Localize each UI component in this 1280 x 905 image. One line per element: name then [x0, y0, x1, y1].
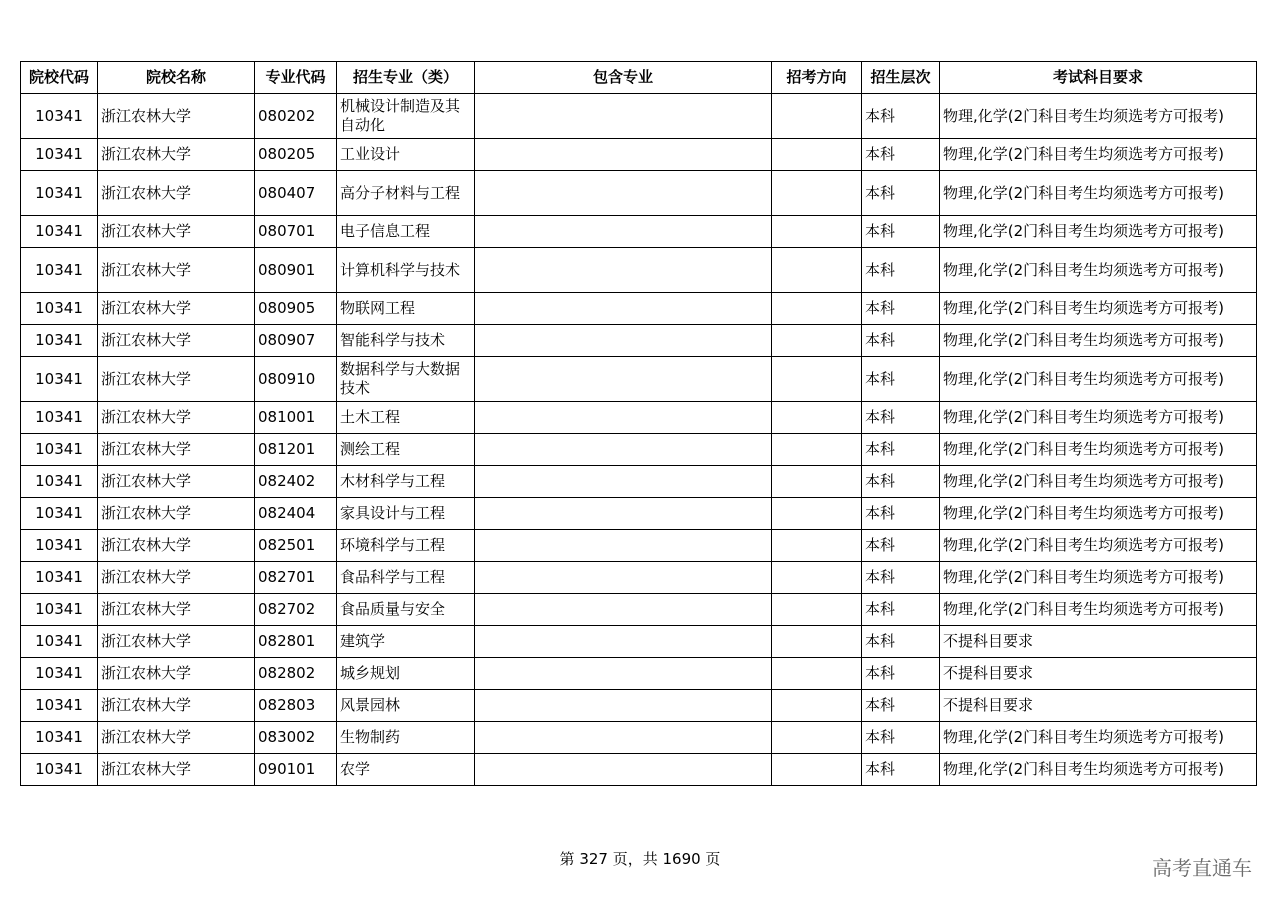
cell-school-code: 10341: [21, 690, 98, 722]
cell-school-name: 浙江农林大学: [98, 530, 255, 562]
cell-major: 城乡规划: [337, 658, 475, 690]
table-row: [21, 466, 1257, 498]
cell-major: 数据科学与大数据技术: [337, 357, 475, 402]
cell-school-name: 浙江农林大学: [98, 293, 255, 325]
cell-major: 测绘工程: [337, 434, 475, 466]
cell-major-code: 080205: [255, 139, 337, 171]
table-row: [21, 293, 1257, 325]
table-row: [21, 562, 1257, 594]
cell-school-name: 浙江农林大学: [98, 594, 255, 626]
table-row: [21, 94, 1257, 139]
cell-major: 风景园林: [337, 690, 475, 722]
cell-includes: [475, 248, 772, 293]
cell-requirement: 物理,化学(2门科目考生均须选考方可报考): [940, 498, 1257, 530]
cell-school-name: 浙江农林大学: [98, 139, 255, 171]
cell-school-name: 浙江农林大学: [98, 626, 255, 658]
table-row: [21, 139, 1257, 171]
cell-level: 本科: [862, 171, 940, 216]
cell-school-code: 10341: [21, 562, 98, 594]
cell-requirement: 不提科目要求: [940, 690, 1257, 722]
cell-includes: [475, 139, 772, 171]
cell-major: 计算机科学与技术: [337, 248, 475, 293]
cell-school-name: 浙江农林大学: [98, 216, 255, 248]
cell-level: 本科: [862, 722, 940, 754]
cell-direction: [772, 498, 862, 530]
cell-requirement: 物理,化学(2门科目考生均须选考方可报考): [940, 722, 1257, 754]
cell-major-code: 081201: [255, 434, 337, 466]
cell-level: 本科: [862, 530, 940, 562]
cell-direction: [772, 658, 862, 690]
cell-school-code: 10341: [21, 466, 98, 498]
cell-includes: [475, 530, 772, 562]
cell-school-code: 10341: [21, 325, 98, 357]
cell-major-code: 080905: [255, 293, 337, 325]
cell-direction: [772, 626, 862, 658]
cell-school-code: 10341: [21, 434, 98, 466]
cell-level: 本科: [862, 690, 940, 722]
cell-major-code: 080407: [255, 171, 337, 216]
table-row: [21, 171, 1257, 216]
cell-school-code: 10341: [21, 722, 98, 754]
table-row: [21, 530, 1257, 562]
cell-direction: [772, 690, 862, 722]
cell-includes: [475, 216, 772, 248]
cell-major-code: 082402: [255, 466, 337, 498]
cell-major: 机械设计制造及其自动化: [337, 94, 475, 139]
cell-includes: [475, 690, 772, 722]
cell-requirement: 物理,化学(2门科目考生均须选考方可报考): [940, 248, 1257, 293]
table-row: [21, 498, 1257, 530]
header-major: 招生专业（类）: [337, 62, 475, 94]
cell-requirement: 物理,化学(2门科目考生均须选考方可报考): [940, 325, 1257, 357]
cell-direction: [772, 722, 862, 754]
cell-requirement: 物理,化学(2门科目考生均须选考方可报考): [940, 402, 1257, 434]
cell-level: 本科: [862, 216, 940, 248]
cell-includes: [475, 325, 772, 357]
cell-school-code: 10341: [21, 754, 98, 786]
cell-school-code: 10341: [21, 594, 98, 626]
cell-school-name: 浙江农林大学: [98, 466, 255, 498]
table-row: [21, 690, 1257, 722]
cell-school-code: 10341: [21, 248, 98, 293]
cell-requirement: 物理,化学(2门科目考生均须选考方可报考): [940, 562, 1257, 594]
table-row: [21, 658, 1257, 690]
cell-school-name: 浙江农林大学: [98, 434, 255, 466]
cell-school-name: 浙江农林大学: [98, 690, 255, 722]
cell-major-code: 080910: [255, 357, 337, 402]
cell-school-name: 浙江农林大学: [98, 754, 255, 786]
cell-major-code: 080901: [255, 248, 337, 293]
cell-school-name: 浙江农林大学: [98, 248, 255, 293]
cell-school-name: 浙江农林大学: [98, 402, 255, 434]
cell-major: 环境科学与工程: [337, 530, 475, 562]
cell-major-code: 082801: [255, 626, 337, 658]
cell-requirement: 物理,化学(2门科目考生均须选考方可报考): [940, 594, 1257, 626]
cell-school-name: 浙江农林大学: [98, 94, 255, 139]
cell-direction: [772, 466, 862, 498]
cell-major-code: 082802: [255, 658, 337, 690]
cell-school-name: 浙江农林大学: [98, 357, 255, 402]
cell-direction: [772, 216, 862, 248]
cell-includes: [475, 357, 772, 402]
cell-major-code: 082501: [255, 530, 337, 562]
header-requirement: 考试科目要求: [940, 62, 1257, 94]
cell-major: 食品科学与工程: [337, 562, 475, 594]
cell-major: 智能科学与技术: [337, 325, 475, 357]
cell-direction: [772, 530, 862, 562]
header-includes: 包含专业: [475, 62, 772, 94]
cell-requirement: 物理,化学(2门科目考生均须选考方可报考): [940, 139, 1257, 171]
cell-includes: [475, 626, 772, 658]
cell-major-code: 082701: [255, 562, 337, 594]
cell-level: 本科: [862, 94, 940, 139]
cell-school-code: 10341: [21, 658, 98, 690]
cell-direction: [772, 402, 862, 434]
header-level: 招生层次: [862, 62, 940, 94]
cell-requirement: 物理,化学(2门科目考生均须选考方可报考): [940, 94, 1257, 139]
cell-school-code: 10341: [21, 94, 98, 139]
table-row: [21, 402, 1257, 434]
cell-level: 本科: [862, 658, 940, 690]
cell-school-name: 浙江农林大学: [98, 325, 255, 357]
cell-direction: [772, 754, 862, 786]
cell-includes: [475, 402, 772, 434]
table-body: [21, 94, 1257, 786]
watermark: 高考直通车: [1152, 856, 1252, 880]
header-direction: 招考方向: [772, 62, 862, 94]
table-row: [21, 357, 1257, 402]
table-row: [21, 325, 1257, 357]
cell-level: 本科: [862, 754, 940, 786]
cell-direction: [772, 434, 862, 466]
cell-requirement: 物理,化学(2门科目考生均须选考方可报考): [940, 434, 1257, 466]
header-school-name: 院校名称: [98, 62, 255, 94]
cell-major-code: 090101: [255, 754, 337, 786]
cell-requirement: 物理,化学(2门科目考生均须选考方可报考): [940, 466, 1257, 498]
cell-school-code: 10341: [21, 498, 98, 530]
cell-requirement: 物理,化学(2门科目考生均须选考方可报考): [940, 754, 1257, 786]
cell-major-code: 083002: [255, 722, 337, 754]
table-row: [21, 248, 1257, 293]
cell-includes: [475, 658, 772, 690]
cell-direction: [772, 171, 862, 216]
cell-requirement: 物理,化学(2门科目考生均须选考方可报考): [940, 293, 1257, 325]
cell-includes: [475, 722, 772, 754]
cell-major-code: 082803: [255, 690, 337, 722]
cell-major: 建筑学: [337, 626, 475, 658]
cell-requirement: 物理,化学(2门科目考生均须选考方可报考): [940, 216, 1257, 248]
cell-level: 本科: [862, 248, 940, 293]
cell-school-code: 10341: [21, 402, 98, 434]
cell-major-code: 082404: [255, 498, 337, 530]
cell-school-code: 10341: [21, 216, 98, 248]
cell-school-code: 10341: [21, 293, 98, 325]
cell-level: 本科: [862, 402, 940, 434]
cell-level: 本科: [862, 498, 940, 530]
table-row: [21, 594, 1257, 626]
cell-school-code: 10341: [21, 139, 98, 171]
table-row: [21, 216, 1257, 248]
cell-major-code: 082702: [255, 594, 337, 626]
cell-major-code: 080701: [255, 216, 337, 248]
cell-level: 本科: [862, 139, 940, 171]
cell-level: 本科: [862, 466, 940, 498]
cell-major: 电子信息工程: [337, 216, 475, 248]
cell-direction: [772, 139, 862, 171]
header-school-code: 院校代码: [21, 62, 98, 94]
cell-includes: [475, 594, 772, 626]
cell-requirement: 不提科目要求: [940, 658, 1257, 690]
cell-includes: [475, 293, 772, 325]
cell-major-code: 080907: [255, 325, 337, 357]
cell-school-name: 浙江农林大学: [98, 562, 255, 594]
cell-major: 生物制药: [337, 722, 475, 754]
cell-major: 土木工程: [337, 402, 475, 434]
cell-major: 物联网工程: [337, 293, 475, 325]
cell-major: 工业设计: [337, 139, 475, 171]
table-row: [21, 434, 1257, 466]
cell-major: 高分子材料与工程: [337, 171, 475, 216]
cell-school-name: 浙江农林大学: [98, 658, 255, 690]
table-row: [21, 626, 1257, 658]
cell-includes: [475, 754, 772, 786]
cell-includes: [475, 171, 772, 216]
cell-major: 农学: [337, 754, 475, 786]
cell-level: 本科: [862, 325, 940, 357]
cell-major-code: 080202: [255, 94, 337, 139]
cell-major: 食品质量与安全: [337, 594, 475, 626]
cell-direction: [772, 357, 862, 402]
header-major-code: 专业代码: [255, 62, 337, 94]
cell-school-code: 10341: [21, 171, 98, 216]
cell-direction: [772, 293, 862, 325]
cell-requirement: 不提科目要求: [940, 626, 1257, 658]
cell-direction: [772, 248, 862, 293]
cell-direction: [772, 594, 862, 626]
cell-direction: [772, 325, 862, 357]
cell-requirement: 物理,化学(2门科目考生均须选考方可报考): [940, 530, 1257, 562]
cell-level: 本科: [862, 293, 940, 325]
table-header-row: [21, 62, 1257, 94]
cell-level: 本科: [862, 357, 940, 402]
cell-direction: [772, 562, 862, 594]
cell-school-code: 10341: [21, 357, 98, 402]
cell-level: 本科: [862, 626, 940, 658]
cell-includes: [475, 498, 772, 530]
admissions-table: [20, 61, 1257, 786]
cell-school-code: 10341: [21, 530, 98, 562]
cell-includes: [475, 466, 772, 498]
cell-requirement: 物理,化学(2门科目考生均须选考方可报考): [940, 171, 1257, 216]
cell-level: 本科: [862, 594, 940, 626]
cell-level: 本科: [862, 434, 940, 466]
cell-direction: [772, 94, 862, 139]
table-row: [21, 754, 1257, 786]
cell-level: 本科: [862, 562, 940, 594]
cell-school-name: 浙江农林大学: [98, 498, 255, 530]
cell-major: 木材科学与工程: [337, 466, 475, 498]
page-number: 第 327 页，共 1690 页: [559, 850, 721, 868]
cell-school-name: 浙江农林大学: [98, 722, 255, 754]
cell-school-code: 10341: [21, 626, 98, 658]
cell-includes: [475, 562, 772, 594]
cell-requirement: 物理,化学(2门科目考生均须选考方可报考): [940, 357, 1257, 402]
cell-includes: [475, 434, 772, 466]
cell-major-code: 081001: [255, 402, 337, 434]
cell-major: 家具设计与工程: [337, 498, 475, 530]
table-row: [21, 722, 1257, 754]
cell-school-name: 浙江农林大学: [98, 171, 255, 216]
cell-includes: [475, 94, 772, 139]
